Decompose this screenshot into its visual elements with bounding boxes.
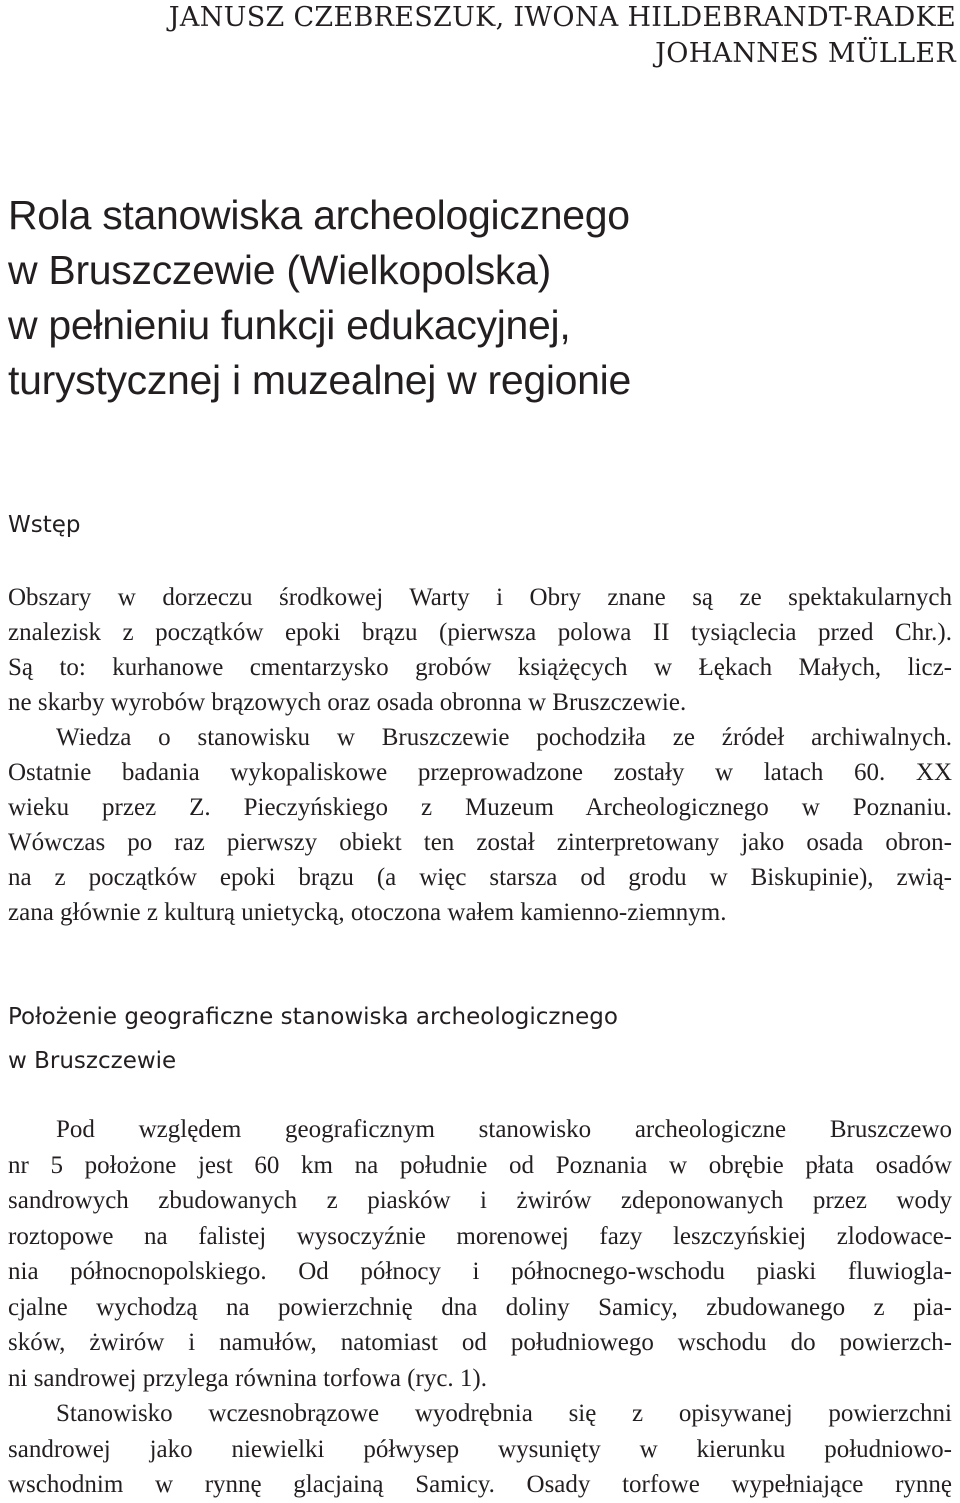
text-line: ne skarby wyrobów brązowych oraz osada obronna w Bruszczewie. [8,689,687,716]
text-line: zana głównie z kulturą unietycką, otoczona wałem kamienno-ziemnym. [8,899,727,926]
text-line: sków, żwirów i namułów, natomiast od południowego wschodu do powierzch- [8,1329,952,1356]
text-line: sandrowych zbudowanych z piasków i żwirów zdeponowanych przez wody [8,1187,952,1214]
authors-block [169,0,956,72]
authors-line: JOHANNES MÜLLER [655,38,956,69]
text-line: znalezisk z początków epoki brązu (pierwsza polowa II tysiąclecia przed Chr.). [8,619,952,646]
heading-line: Wstęp [8,512,81,538]
text-line: Wiedza o stanowisku w Bruszczewie pochodziła ze źródeł archiwalnych. [56,724,952,751]
text-line: Obszary w dorzeczu środkowej Warty i Obry znane są ze spektakularnych [8,584,952,611]
text-line: na z początków epoki brązu (a więc starsza od grodu w Biskupinie), zwią- [8,864,952,891]
geography-paragraph [8,1112,952,1503]
title-line: turystycznej i muzealnej w regionie [8,357,631,403]
text-line: Ostatnie badania wykopaliskowe przeprowadzone zostały w latach 60. XX [8,759,952,786]
heading-line: w Bruszczewie [8,1048,177,1074]
text-line: Są to: kurhanowe cmentarzysko grobów książęcych w Łękach Małych, licz- [8,654,952,681]
text-line: sandrowej jako niewielki półwysep wysunięty w kierunku południowo- [8,1435,952,1463]
article-title [8,188,948,408]
title-line: w Bruszczewie (Wielkopolska) [8,247,551,293]
section-heading-geography [8,995,618,1083]
text-line: ni sandrowej przylega równina torfowa (ryc. 1). [8,1364,487,1392]
text-line: roztopowe na falistej wysoczyźnie morenowej fazy leszczyńskiej zlodowace- [8,1222,952,1250]
text-line: Pod względem geograficznym stanowisko archeologiczne Bruszczewo [56,1116,952,1143]
text-line: nia północnopolskiego. Od północy i północnego-wschodu piaski fluwiogla- [8,1258,952,1285]
authors-line: JANUSZ CZEBRESZUK, IWONA HILDEBRANDT-RADKE [168,2,956,33]
title-line: Rola stanowiska archeologicznego [8,192,630,238]
text-line: wschodnim w rynnę glacjainą Samicy. Osady torfowe wypełniające rynnę [8,1471,952,1498]
text-line: Wówczas po raz pierwszy obiekt ten został zinterpretowany jako osada obron- [8,829,952,856]
title-line: w pełnieniu funkcji edukacyjnej, [8,302,571,348]
text-line: Stanowisko wczesnobrązowe wyodrębnia się z opisywanej powierzchni [56,1400,952,1427]
intro-paragraph [8,580,952,930]
heading-line: Położenie geograficzne stanowiska archeologicznego [8,1004,618,1030]
text-line: wieku przez Z. Pieczyńskiego z Muzeum Archeologicznego w Poznaniu. [8,794,952,821]
text-line: nr 5 położone jest 60 km na południe od Poznania w obrębie płata osadów [8,1151,952,1179]
section-heading-intro [8,503,81,547]
text-line: cjalne wychodzą na powierzchnię dna doliny Samicy, zbudowanego z pia- [8,1293,952,1321]
